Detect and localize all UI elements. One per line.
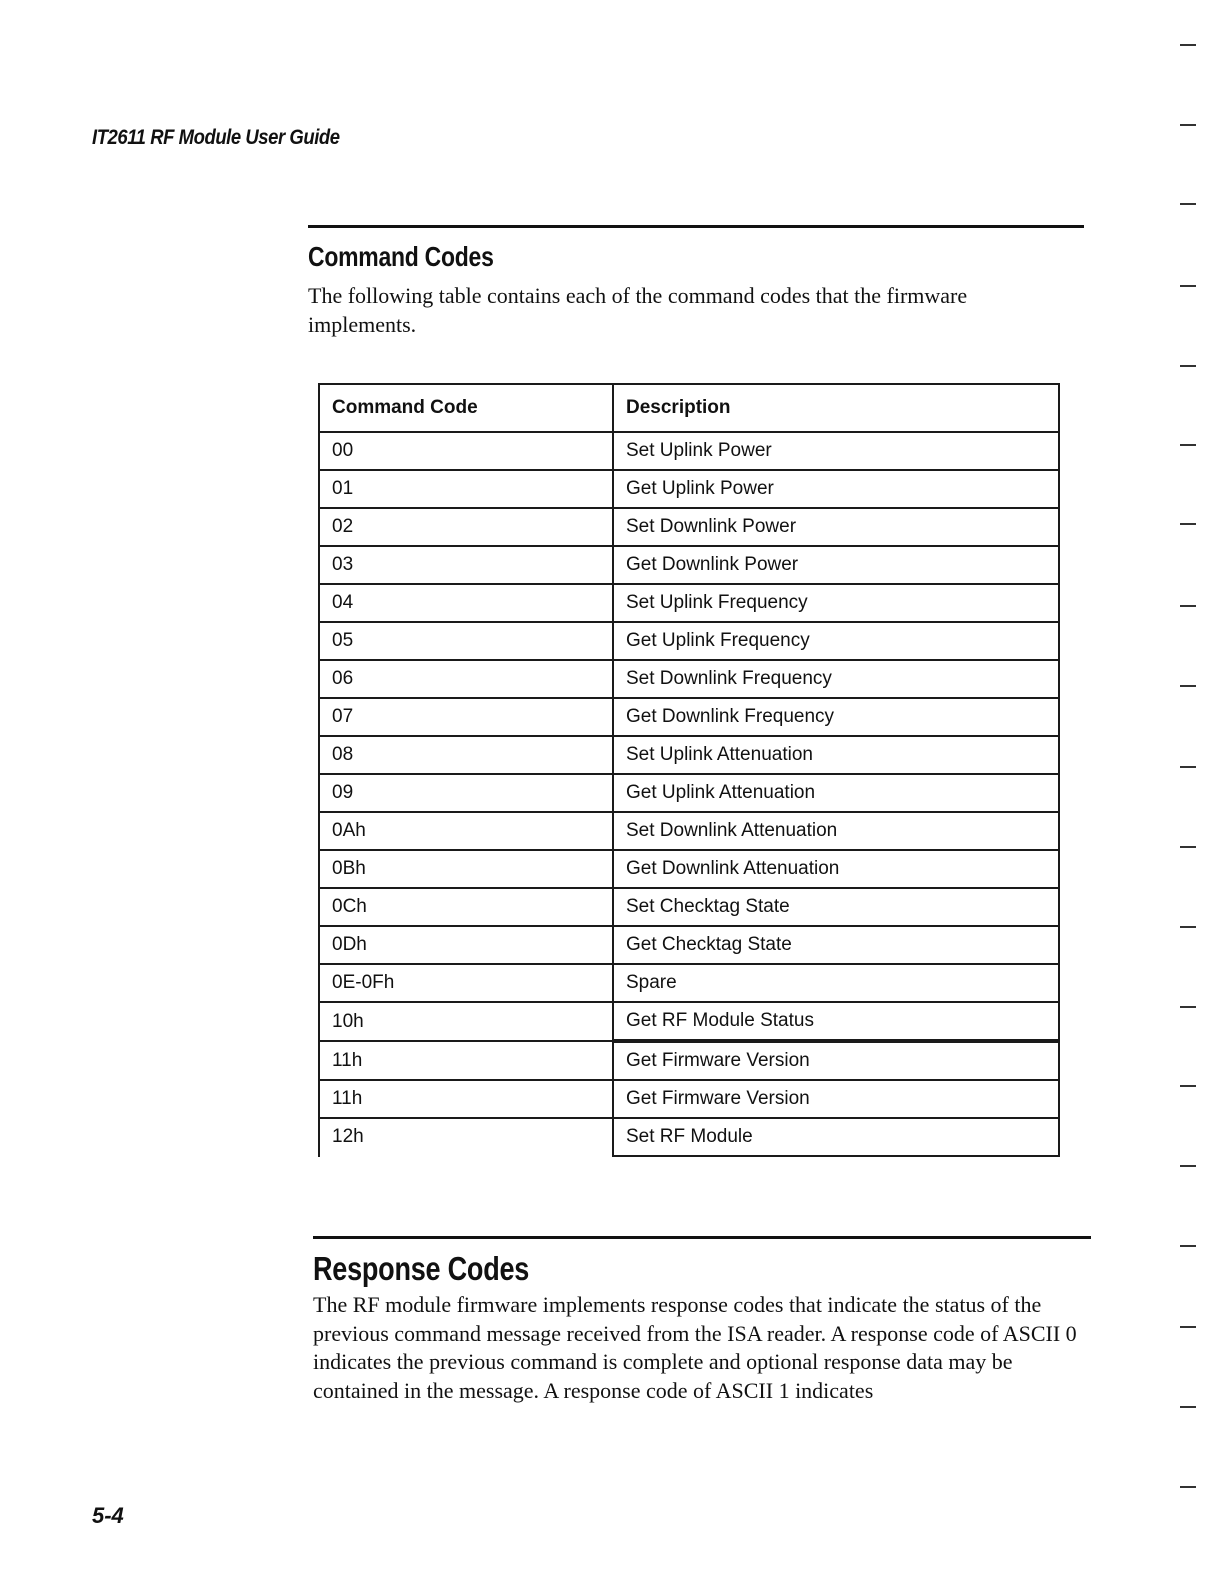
description-cell: Spare [613,964,1059,1002]
running-header: IT2611 RF Module User Guide [92,126,340,149]
description-cell: Get Uplink Power [613,470,1059,508]
description-cell: Get Downlink Frequency [613,698,1059,736]
table-row [319,736,1059,774]
description-cell: Get Downlink Power [613,546,1059,584]
scan-artifact [1180,605,1196,607]
command-code-cell: 0E-0Fh [319,964,613,1002]
table-row [319,964,1059,1002]
command-code-cell: 07 [319,698,613,736]
description-cell: Set RF Module [613,1118,1059,1156]
table-row [319,432,1059,470]
description-cell: Get RF Module Status [613,1002,1059,1041]
description-cell: Set Uplink Power [613,432,1059,470]
command-code-cell: 03 [319,546,613,584]
command-code-cell: 02 [319,508,613,546]
scan-artifact [1180,766,1196,768]
table-row [319,584,1059,622]
command-code-cell: 11h [319,1080,613,1118]
scan-artifact [1180,846,1196,848]
description-cell: Set Uplink Attenuation [613,736,1059,774]
scan-artifact [1180,44,1196,46]
table-row [319,660,1059,698]
description-cell: Get Firmware Version [613,1041,1059,1080]
scan-artifact [1180,444,1196,446]
scan-artifact [1180,1006,1196,1008]
scan-artifact [1180,365,1196,367]
command-code-cell: 0Ch [319,888,613,926]
scan-artifact [1180,124,1196,126]
description-cell: Get Uplink Frequency [613,622,1059,660]
command-code-cell: 0Ah [319,812,613,850]
section-divider [313,1236,1091,1239]
table-row [319,926,1059,964]
command-code-cell: 12h [319,1118,613,1156]
table-row [319,1041,1059,1080]
command-code-cell: 0Bh [319,850,613,888]
description-cell: Get Firmware Version [613,1080,1059,1118]
column-header-command-code: Command Code [319,384,613,432]
description-cell: Set Downlink Attenuation [613,812,1059,850]
description-cell: Set Uplink Frequency [613,584,1059,622]
table-row [319,1002,1059,1041]
scan-artifact [1180,1165,1196,1167]
description-cell: Set Downlink Power [613,508,1059,546]
command-codes-intro: The following table contains each of the command codes that the firmware implements. [308,283,968,337]
description-cell: Get Downlink Attenuation [613,850,1059,888]
section-title-response-codes: Response Codes [313,1250,530,1287]
scan-artifact [1180,285,1196,287]
scan-artifact [1180,203,1196,205]
scan-artifact [1180,1486,1196,1488]
command-code-cell: 01 [319,470,613,508]
scan-artifact [1180,523,1196,525]
table-row [319,888,1059,926]
scan-artifact [1180,1245,1196,1247]
table-header-row [319,384,1059,432]
table-row [319,470,1059,508]
description-cell: Set Downlink Frequency [613,660,1059,698]
section-title-command-codes: Command Codes [308,241,494,272]
command-code-cell: 05 [319,622,613,660]
command-code-cell: 10h [319,1002,613,1041]
table-row [319,698,1059,736]
command-code-cell: 09 [319,774,613,812]
table-row [319,774,1059,812]
scan-artifact [1180,1326,1196,1328]
command-code-cell: 04 [319,584,613,622]
table-row [319,546,1059,584]
command-code-cell: 11h [319,1041,613,1080]
command-code-cell: 00 [319,432,613,470]
table-row [319,1080,1059,1118]
scan-artifact [1180,1406,1196,1408]
scan-artifact [1180,1085,1196,1087]
table-row [319,812,1059,850]
response-codes-body: The RF module firmware implements response codes that indicate the status of the previous command message received from the ISA reader. A response code of ASCII 0 indicates the previous command is complete and optional response data may be contained in the message. A response code of ASCII 1 indicates [313,1292,1077,1403]
table-row [319,622,1059,660]
description-cell: Get Checktag State [613,926,1059,964]
command-codes-table [318,383,1060,1157]
description-cell: Get Uplink Attenuation [613,774,1059,812]
command-code-cell: 0Dh [319,926,613,964]
table-row [319,850,1059,888]
table-row [319,1118,1059,1156]
command-code-cell: 08 [319,736,613,774]
column-header-description: Description [613,384,1059,432]
scan-artifact [1180,685,1196,687]
section-divider [308,225,1084,228]
scan-artifact [1180,926,1196,928]
description-cell: Set Checktag State [613,888,1059,926]
command-code-cell: 06 [319,660,613,698]
page-number: 5-4 [92,1503,124,1528]
table-row [319,508,1059,546]
